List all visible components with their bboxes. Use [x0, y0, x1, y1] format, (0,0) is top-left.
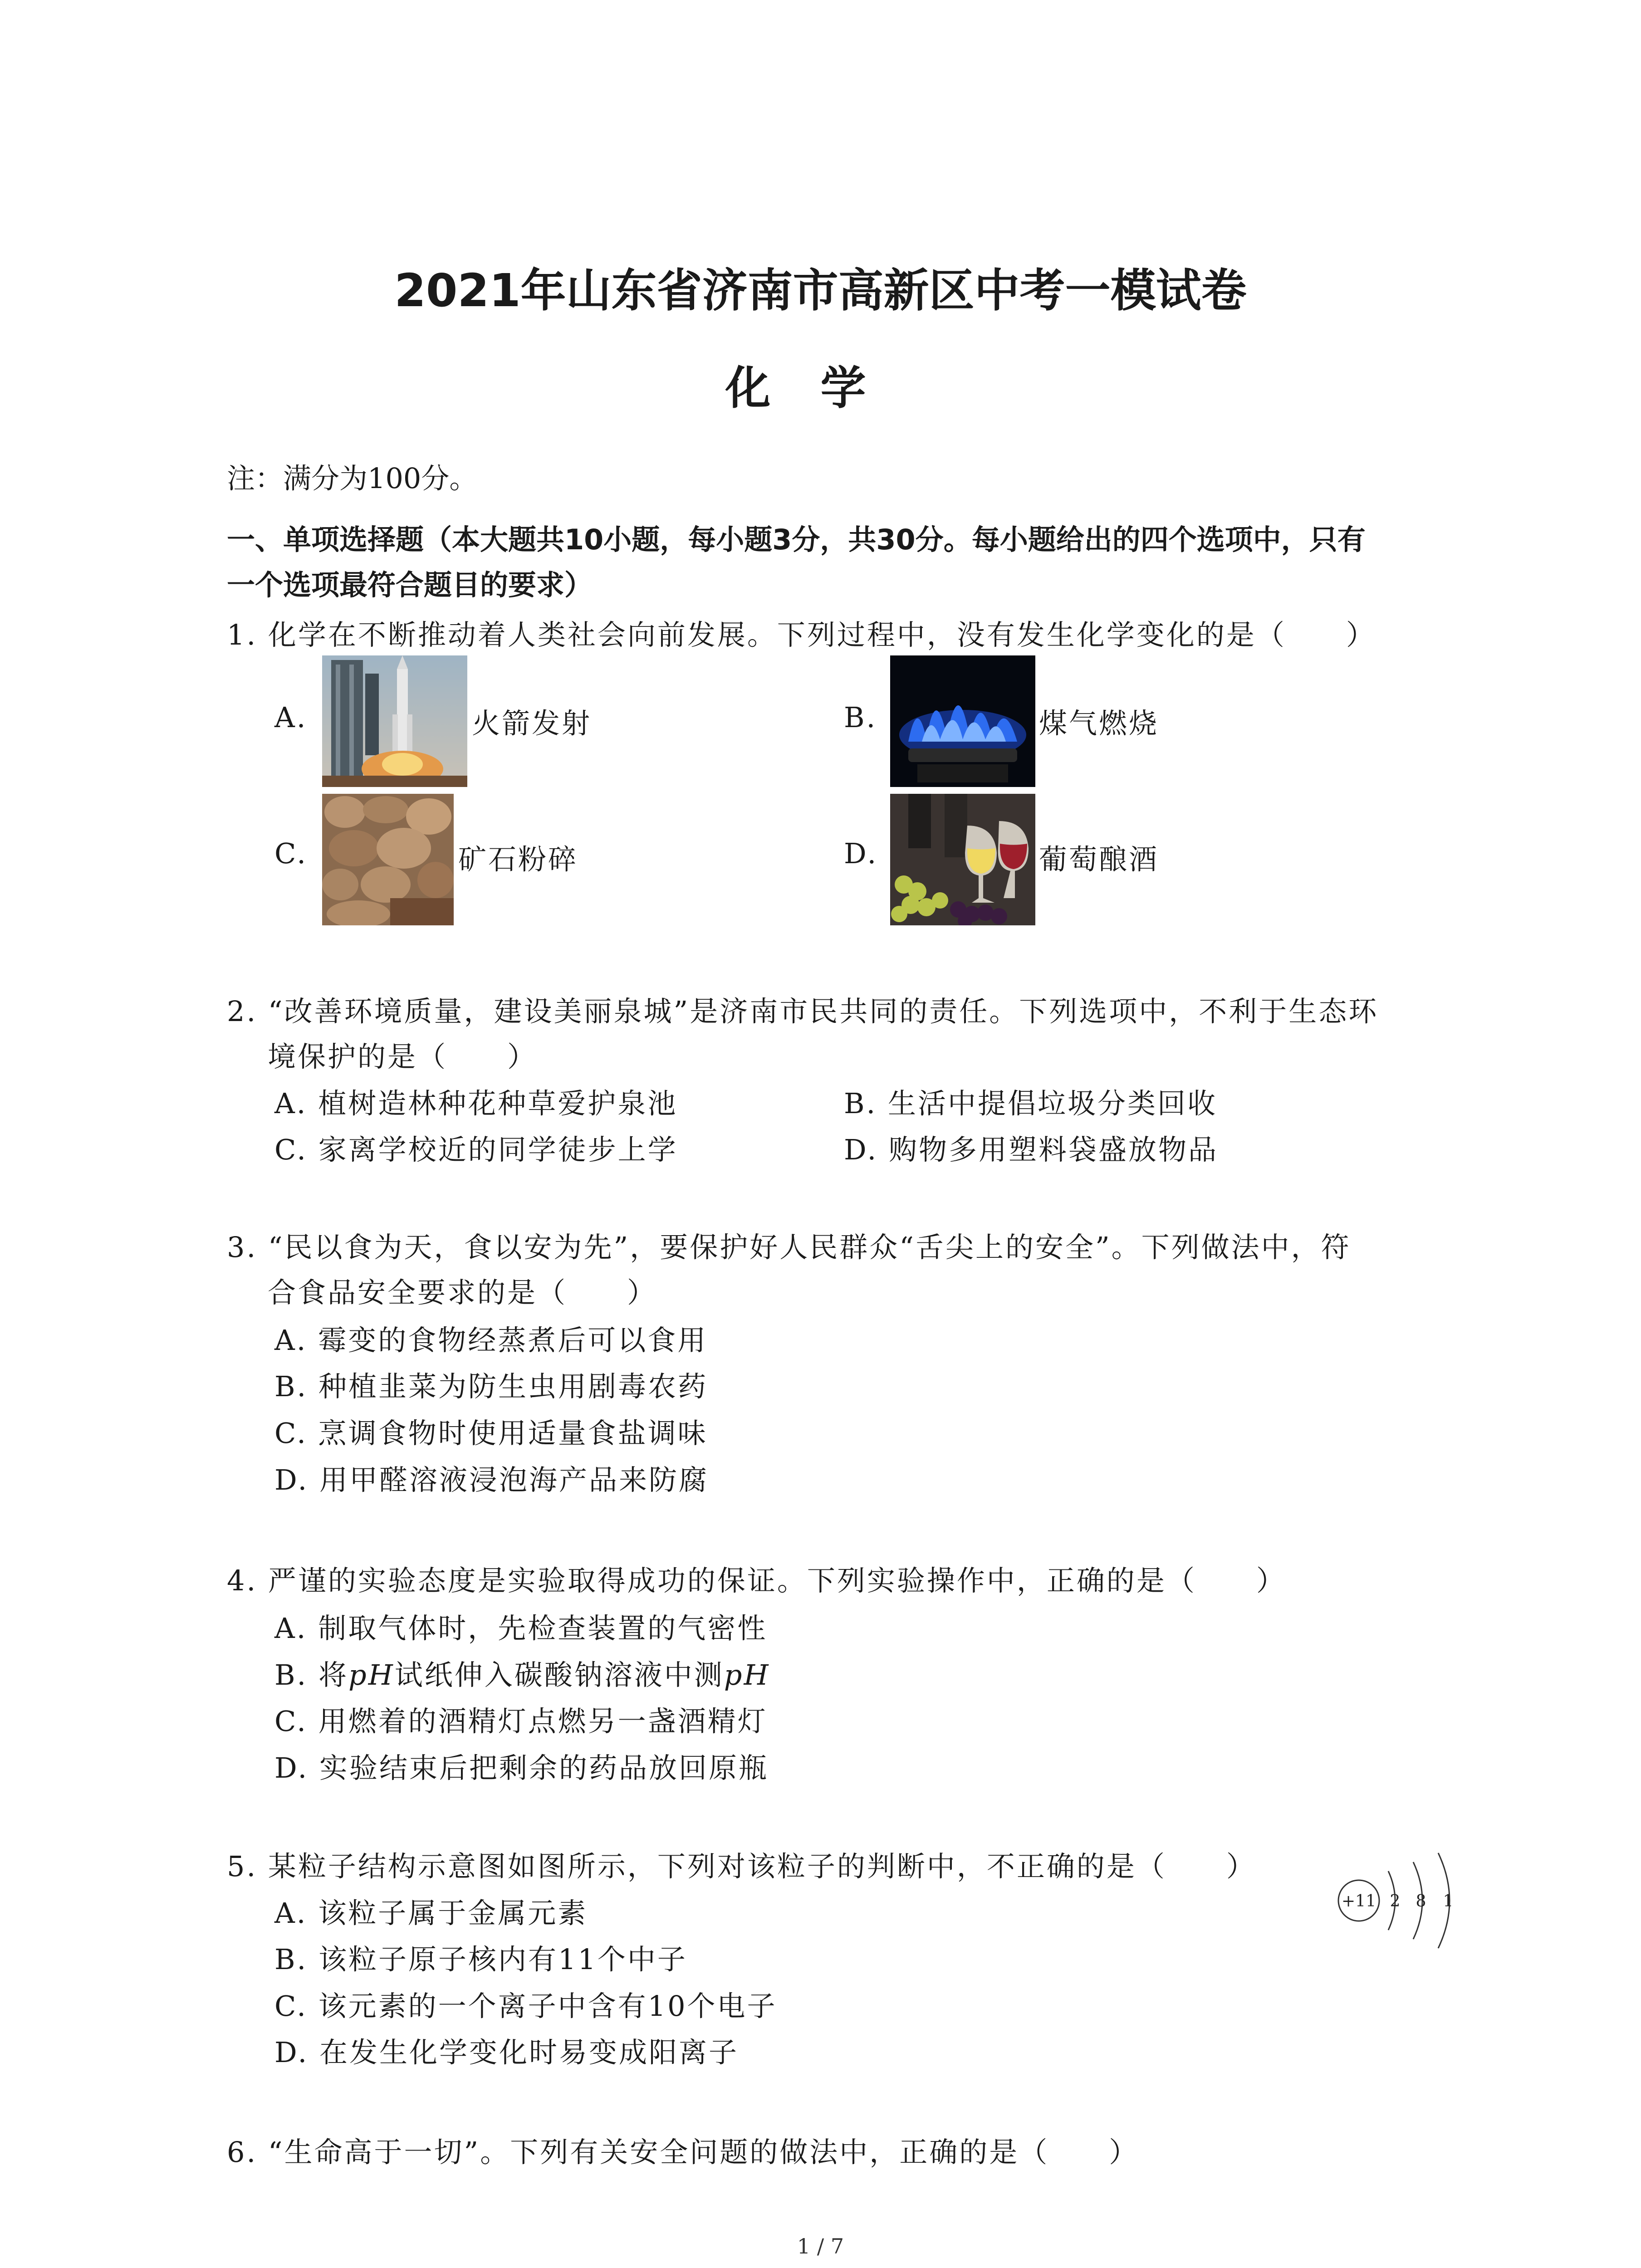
option-text: 种植韭菜为防生虫用剧毒农药: [318, 1370, 708, 1403]
q3-option-b: [274, 1364, 708, 1404]
q4-option-c: [274, 1699, 768, 1739]
q1-option-d-text: 葡萄酿酒: [1039, 843, 1159, 876]
shell-3-electrons: 1: [1443, 1892, 1454, 1911]
option-letter: B.: [274, 1658, 308, 1691]
q4-option-d: [274, 1745, 769, 1786]
option-letter: D.: [274, 2036, 309, 2069]
atomic-structure-diagram: [1334, 1846, 1470, 1960]
option-text: 实验结束后把剩余的药品放回原瓶: [319, 1751, 769, 1784]
grape-wine-photo: [890, 794, 1035, 925]
q5-option-c: [274, 1984, 777, 2024]
option-letter: C.: [274, 1705, 308, 1738]
option-text: 霉变的食物经蒸煮后可以食用: [318, 1324, 708, 1357]
option-text: 该元素的一个离子中含有10个电子: [318, 1989, 777, 2023]
question-2-stem-line2: 境保护的是（ ）: [268, 1040, 538, 1073]
q1-option-a-letter: A.: [274, 701, 308, 734]
q1-option-b-text: 煤气燃烧: [1039, 707, 1159, 740]
question-3-stem-line2: 合食品安全要求的是（ ）: [268, 1276, 657, 1309]
shell-1-electrons: 2: [1390, 1892, 1401, 1911]
section-heading-line2: 一个选项最符合题目的要求）: [227, 568, 593, 601]
rocket-launch-photo: [322, 655, 467, 787]
q1-option-c-letter: C.: [274, 837, 308, 870]
option-letter: D.: [274, 1751, 309, 1784]
q3-option-d: [274, 1457, 709, 1498]
option-text: 将: [318, 1658, 349, 1691]
option-text: 制取气体时，先检查装置的气密性: [318, 1612, 768, 1645]
option-text: 家离学校近的同学徒步上学: [318, 1133, 678, 1166]
q5-option-d: [274, 2030, 739, 2070]
option-text: 用甲醛溶液浸泡海产品来防腐: [319, 1463, 709, 1496]
option-letter: A.: [274, 1897, 308, 1930]
q1-option-a-text: 火箭发射: [472, 707, 592, 740]
option-letter: B.: [274, 1370, 308, 1403]
crushed-ore-photo: [322, 794, 454, 925]
question-6-stem: 6. “生命高于一切”。下列有关安全问题的做法中，正确的是（ ）: [227, 2136, 1139, 2169]
q2-option-b: [844, 1081, 1217, 1121]
q1-option-d-letter: D.: [844, 837, 878, 870]
q5-option-b: [274, 1937, 687, 1977]
option-text: 在发生化学变化时易变成阳离子: [319, 2036, 739, 2069]
q3-option-a: [274, 1318, 707, 1358]
option-text: 试纸伸入碳酸钠溶液中测: [394, 1658, 724, 1691]
ph-symbol: pH: [348, 1658, 395, 1691]
page-number: 1 / 7: [797, 2234, 844, 2258]
score-note: 注：满分为100分。: [227, 462, 478, 495]
question-2-stem-line1: 2. “改善环境质量，建设美丽泉城”是济南市民共同的责任。下列选项中，不利于生态环: [227, 995, 1379, 1028]
question-5-stem: 5. 某粒子结构示意图如图所示，下列对该粒子的判断中，不正确的是（ ）: [227, 1850, 1256, 1883]
nucleus-charge: +11: [1342, 1892, 1376, 1911]
option-letter: A.: [274, 1087, 308, 1120]
option-letter: C.: [274, 1133, 308, 1166]
question-1-stem: 1. 化学在不断推动着人类社会向前发展。下列过程中，没有发生化学变化的是（ ）: [227, 618, 1376, 651]
exam-title: 2021年山东省济南市高新区中考一模试卷: [394, 264, 1247, 317]
option-text: 烹调食物时使用适量食盐调味: [318, 1417, 708, 1450]
q1-option-c-text: 矿石粉碎: [458, 843, 578, 876]
option-letter: D.: [844, 1133, 878, 1166]
option-letter: C.: [274, 1989, 308, 2023]
q3-option-c: [274, 1411, 708, 1451]
option-text: 购物多用塑料袋盛放物品: [888, 1133, 1218, 1166]
option-text: 该粒子属于金属元素: [318, 1897, 588, 1930]
option-text: 该粒子原子核内有11个中子: [318, 1943, 687, 1976]
subject-title: 化学: [725, 362, 916, 415]
q2-option-c: [274, 1127, 678, 1168]
option-letter: A.: [274, 1612, 308, 1645]
option-text: 植树造林种花种草爱护泉池: [318, 1087, 678, 1120]
q4-option-b: [274, 1652, 770, 1693]
option-letter: D.: [274, 1463, 309, 1496]
option-letter: B.: [274, 1943, 308, 1976]
gas-flame-photo: [890, 655, 1035, 787]
ph-symbol: pH: [724, 1658, 770, 1691]
q5-option-a: [274, 1891, 588, 1931]
option-letter: C.: [274, 1417, 308, 1450]
option-text: 生活中提倡垃圾分类回收: [888, 1087, 1218, 1120]
shell-2-electrons: 8: [1416, 1892, 1426, 1911]
q4-option-a: [274, 1606, 767, 1646]
q2-option-a: [274, 1081, 677, 1121]
section-heading-line1: 一、单项选择题（本大题共10小题，每小题3分，共30分。每小题给出的四个选项中，只有: [227, 523, 1366, 556]
option-text: 用燃着的酒精灯点燃另一盏酒精灯: [318, 1705, 768, 1738]
option-letter: B.: [844, 1087, 877, 1120]
question-3-stem-line1: 3. “民以食为天，食以安为先”，要保护好人民群众“舌尖上的安全”。下列做法中，符: [227, 1231, 1351, 1264]
option-letter: A.: [274, 1324, 308, 1357]
question-4-stem: 4. 严谨的实验态度是实验取得成功的保证。下列实验操作中，正确的是（ ）: [227, 1564, 1286, 1597]
q2-option-d: [844, 1127, 1218, 1168]
q1-option-b-letter: B.: [844, 701, 877, 734]
